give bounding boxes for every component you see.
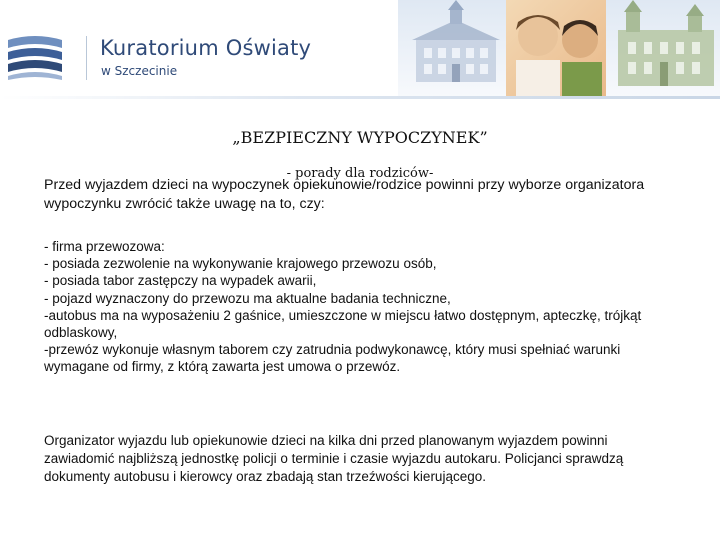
header-underline — [0, 96, 720, 99]
header-photo-collage-icon — [398, 0, 720, 96]
intro-paragraph: Przed wyjazdem dzieci na wypoczynek opiekunowie/rodzice powinni przy wyborze organizatora wypoczynku zwrócić także uwagę na to, czy: — [44, 177, 645, 212]
list-item: - posiada tabor zastępczy na wypadek awarii, — [44, 273, 317, 289]
list-item: -przewóz wykonuje własnym taborem czy zatrudnia podwykonawcę, który musi spełniać warunki wymagane od firmy, z którą zawarta jest umowa o przewóz. — [44, 342, 621, 375]
checklist — [44, 238, 674, 376]
org-city: w Szczecinie — [101, 64, 178, 78]
closing-paragraph: Organizator wyjazdu lub opiekunowie dzieci na kilka dni przed planowanym wyjazdem powinni zawiadomić najbliższą jednostkę policji o terminie i czasie wyjazdu autokaru. Policjanci sprawdzą dokumenty autobusu i kierowcy oraz zbadają stan trzeźwości kierującego. — [44, 433, 624, 484]
page-subtitle: - porady dla rodziców- — [286, 166, 434, 181]
list-item: - firma przewozowa: — [44, 239, 165, 254]
header-banner — [0, 0, 720, 100]
list-item: -autobus ma na wyposażeniu 2 gaśnice, umieszczone w miejscu łatwo dostępnym, apteczkę, trójkąt odblaskowy, — [44, 307, 642, 341]
header-divider — [86, 36, 87, 80]
org-name: Kuratorium Oświaty — [100, 36, 312, 60]
kuratorium-logo-icon — [4, 30, 66, 82]
list-item: - pojazd wyznaczony do przewozu ma aktualne badania techniczne, — [44, 290, 451, 306]
page-title: „BEZPIECZNY WYPOCZYNEK” — [232, 128, 488, 147]
list-item: - posiada zezwolenie na wykonywanie krajowego przewozu osób, — [44, 256, 437, 272]
